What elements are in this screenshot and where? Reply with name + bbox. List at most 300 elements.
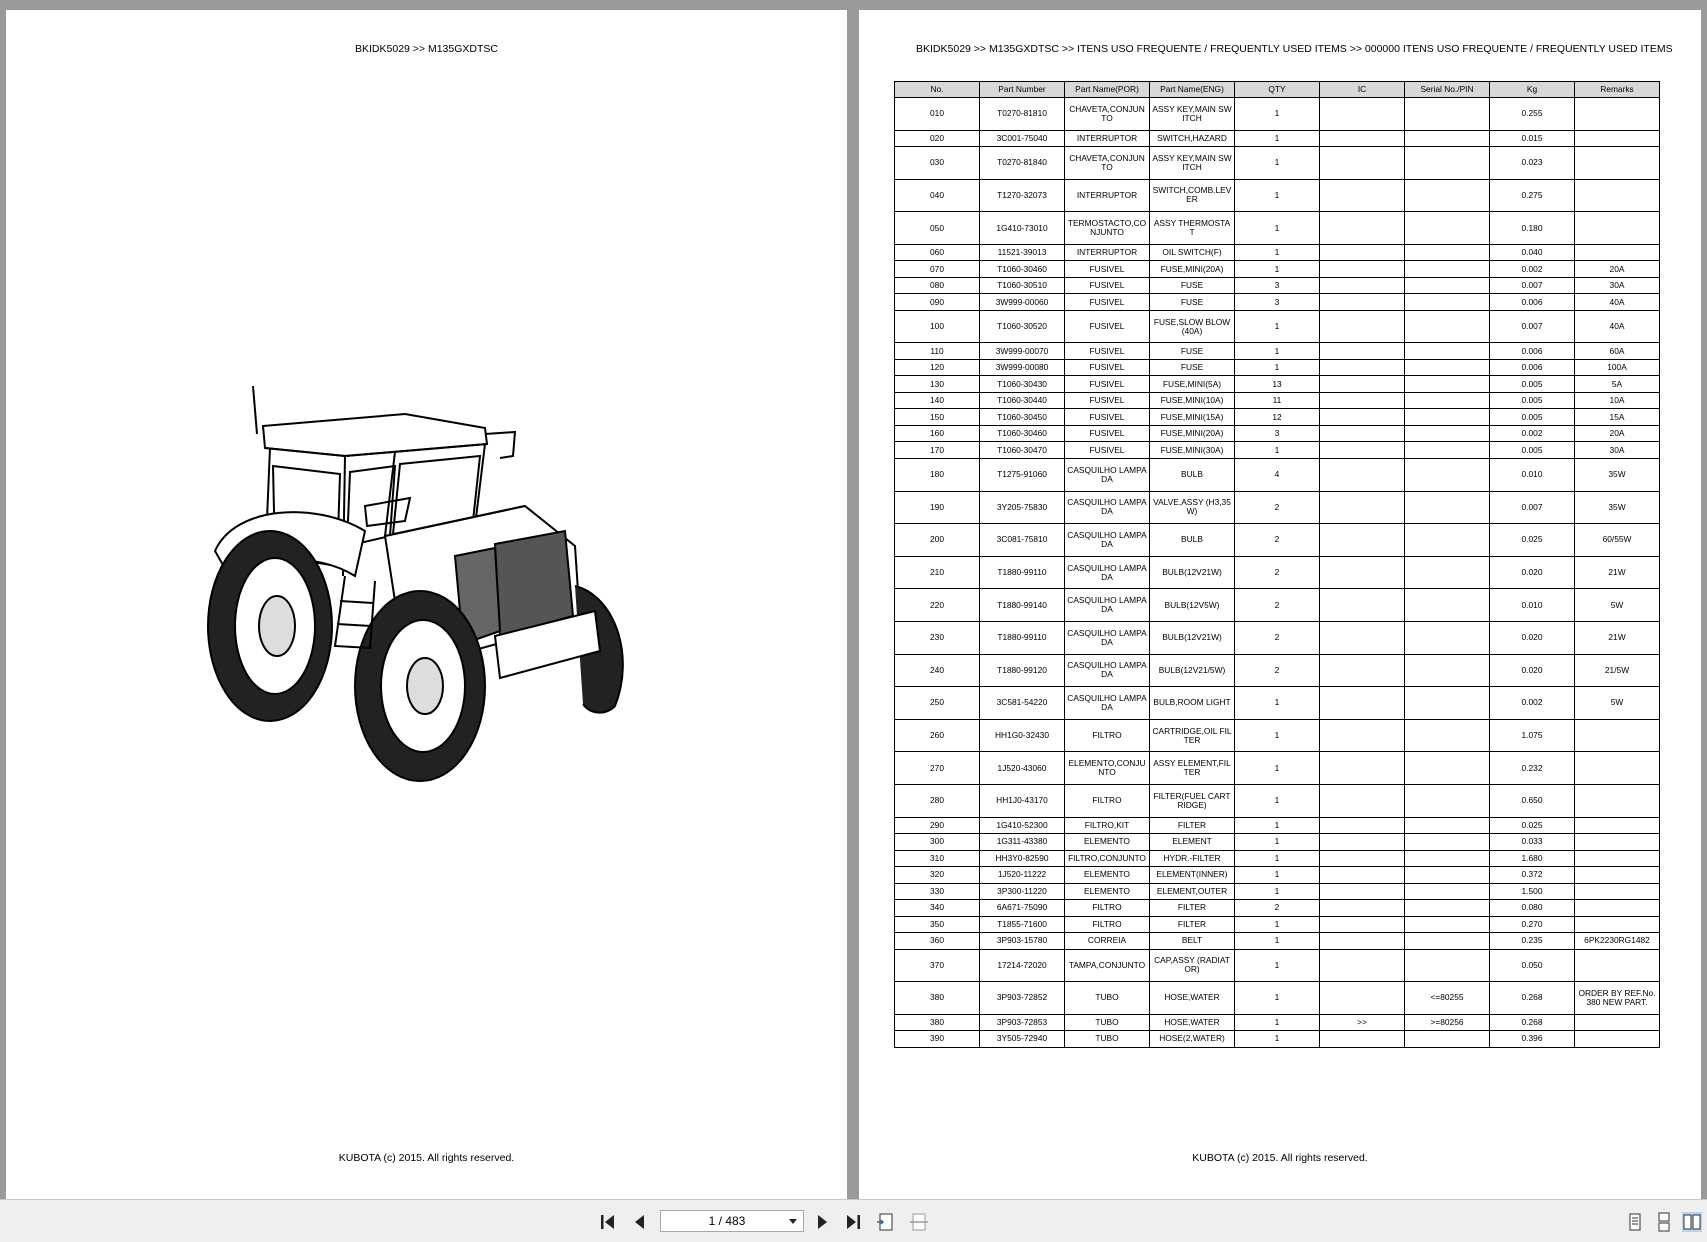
column-header: Remarks xyxy=(1575,82,1660,98)
table-cell: T1060-30440 xyxy=(980,392,1065,409)
table-cell: ASSY KEY,MAIN SWITCH xyxy=(1150,98,1235,131)
table-cell: 3P300-11220 xyxy=(980,883,1065,900)
table-cell: ASSY THERMOSTAT xyxy=(1150,212,1235,245)
table-cell: T1060-30520 xyxy=(980,310,1065,343)
table-cell: 1 xyxy=(1235,1031,1320,1048)
table-cell: 0.268 xyxy=(1490,1014,1575,1031)
table-cell: 370 xyxy=(895,949,980,982)
table-row xyxy=(895,310,1660,343)
table-cell: 3W999-00080 xyxy=(980,359,1065,376)
table-cell: 0.025 xyxy=(1490,817,1575,834)
table-cell: T1880-99140 xyxy=(980,589,1065,622)
table-cell: 0.033 xyxy=(1490,834,1575,851)
table-cell: 0.232 xyxy=(1490,752,1575,785)
table-cell: HYDR.-FILTER xyxy=(1150,850,1235,867)
table-cell: 0.396 xyxy=(1490,1031,1575,1048)
table-cell: 040 xyxy=(895,179,980,212)
table-cell: ELEMENT,OUTER xyxy=(1150,883,1235,900)
column-header: Part Number xyxy=(980,82,1065,98)
table-row xyxy=(895,654,1660,687)
table-cell xyxy=(1405,916,1490,933)
table-row xyxy=(895,589,1660,622)
table-cell: 1.680 xyxy=(1490,850,1575,867)
table-cell: 1 xyxy=(1235,130,1320,147)
two-page-view-icon[interactable] xyxy=(1682,1212,1702,1232)
table-cell xyxy=(1320,343,1405,360)
table-cell: 40A xyxy=(1575,294,1660,311)
table-cell: 2 xyxy=(1235,589,1320,622)
table-cell: ELEMENTO xyxy=(1065,883,1150,900)
table-cell: 2 xyxy=(1235,491,1320,524)
table-cell: 270 xyxy=(895,752,980,785)
table-cell xyxy=(1320,784,1405,817)
table-cell: 280 xyxy=(895,784,980,817)
table-cell: 140 xyxy=(895,392,980,409)
table-cell xyxy=(1320,850,1405,867)
table-cell: 3P903-72853 xyxy=(980,1014,1065,1031)
table-cell: 17214-72020 xyxy=(980,949,1065,982)
table-cell: T0270-81810 xyxy=(980,98,1065,131)
table-cell: 3P903-72852 xyxy=(980,982,1065,1015)
table-cell: 3Y205-75830 xyxy=(980,491,1065,524)
table-cell xyxy=(1320,883,1405,900)
table-row xyxy=(895,900,1660,917)
table-cell xyxy=(1320,949,1405,982)
parts-table xyxy=(894,81,1660,1048)
table-cell: 0.235 xyxy=(1490,933,1575,950)
table-cell xyxy=(1405,556,1490,589)
table-cell: 100A xyxy=(1575,359,1660,376)
table-cell: 0.006 xyxy=(1490,359,1575,376)
page-number-input[interactable] xyxy=(661,1211,783,1231)
column-header: Part Name(POR) xyxy=(1065,82,1150,98)
table-cell: FUSIVEL xyxy=(1065,343,1150,360)
table-row xyxy=(895,179,1660,212)
table-cell: FUSE,MINI(15A) xyxy=(1150,409,1235,426)
table-cell: CHAVETA,CONJUNTO xyxy=(1065,147,1150,180)
table-cell: 070 xyxy=(895,261,980,278)
table-cell: FUSE,MINI(20A) xyxy=(1150,425,1235,442)
table-cell: 230 xyxy=(895,621,980,654)
previous-page-icon[interactable] xyxy=(630,1212,650,1232)
table-row xyxy=(895,752,1660,785)
table-cell: TERMOSTACTO,CONJUNTO xyxy=(1065,212,1150,245)
table-cell xyxy=(1405,442,1490,459)
table-cell xyxy=(1575,1031,1660,1048)
table-cell: 13 xyxy=(1235,376,1320,393)
table-cell: 30A xyxy=(1575,442,1660,459)
table-cell xyxy=(1320,359,1405,376)
table-cell xyxy=(1575,916,1660,933)
fit-width-icon[interactable] xyxy=(909,1212,929,1232)
table-cell xyxy=(1320,409,1405,426)
table-cell: HH1J0-43170 xyxy=(980,784,1065,817)
table-cell xyxy=(1320,867,1405,884)
table-cell xyxy=(1320,376,1405,393)
column-header: QTY xyxy=(1235,82,1320,98)
table-cell: CASQUILHO LAMPADA xyxy=(1065,524,1150,557)
table-cell: FUSIVEL xyxy=(1065,359,1150,376)
table-cell: 20A xyxy=(1575,425,1660,442)
table-cell xyxy=(1405,261,1490,278)
table-cell xyxy=(1320,817,1405,834)
table-cell: BULB xyxy=(1150,458,1235,491)
table-cell: 0.015 xyxy=(1490,130,1575,147)
table-cell: 1 xyxy=(1235,949,1320,982)
table-row xyxy=(895,491,1660,524)
fit-page-icon[interactable] xyxy=(876,1212,896,1232)
table-cell: 0.180 xyxy=(1490,212,1575,245)
table-row xyxy=(895,949,1660,982)
table-cell: 0.080 xyxy=(1490,900,1575,917)
table-cell: 180 xyxy=(895,458,980,491)
table-cell: 3 xyxy=(1235,425,1320,442)
table-cell xyxy=(1320,589,1405,622)
table-cell xyxy=(1320,834,1405,851)
table-cell: T1270-32073 xyxy=(980,179,1065,212)
table-cell: FUSIVEL xyxy=(1065,409,1150,426)
table-cell xyxy=(1405,867,1490,884)
table-cell: 260 xyxy=(895,719,980,752)
table-cell: 130 xyxy=(895,376,980,393)
table-cell: FUSIVEL xyxy=(1065,310,1150,343)
table-cell: CASQUILHO LAMPADA xyxy=(1065,458,1150,491)
table-cell: 1 xyxy=(1235,719,1320,752)
table-cell xyxy=(1320,719,1405,752)
table-cell: FILTRO xyxy=(1065,719,1150,752)
table-cell: 3 xyxy=(1235,294,1320,311)
table-cell: 10A xyxy=(1575,392,1660,409)
table-cell xyxy=(1575,949,1660,982)
table-cell: 1 xyxy=(1235,310,1320,343)
table-cell: 160 xyxy=(895,425,980,442)
left-page-footer: KUBOTA (c) 2015. All rights reserved. xyxy=(338,1152,515,1164)
table-cell: T1060-30470 xyxy=(980,442,1065,459)
table-cell xyxy=(1575,179,1660,212)
table-cell: 1 xyxy=(1235,817,1320,834)
table-cell: 390 xyxy=(895,1031,980,1048)
table-cell: T1880-99110 xyxy=(980,621,1065,654)
table-cell: HH1G0-32430 xyxy=(980,719,1065,752)
table-cell: ELEMENT xyxy=(1150,834,1235,851)
table-cell xyxy=(1575,752,1660,785)
table-row xyxy=(895,850,1660,867)
table-cell xyxy=(1405,458,1490,491)
table-cell xyxy=(1575,719,1660,752)
table-cell xyxy=(1405,687,1490,720)
table-cell: T1060-30460 xyxy=(980,261,1065,278)
table-cell: 1 xyxy=(1235,179,1320,212)
table-cell: 21W xyxy=(1575,621,1660,654)
table-row xyxy=(895,147,1660,180)
table-cell: 21W xyxy=(1575,556,1660,589)
table-row xyxy=(895,834,1660,851)
table-cell xyxy=(1575,130,1660,147)
table-cell: 0.007 xyxy=(1490,491,1575,524)
table-cell: 6A671-75090 xyxy=(980,900,1065,917)
table-cell xyxy=(1575,784,1660,817)
column-header: IC xyxy=(1320,82,1405,98)
table-cell: 290 xyxy=(895,817,980,834)
table-cell: 15A xyxy=(1575,409,1660,426)
table-cell xyxy=(1320,310,1405,343)
table-cell xyxy=(1405,933,1490,950)
table-cell: 0.007 xyxy=(1490,310,1575,343)
table-cell: 030 xyxy=(895,147,980,180)
table-cell: BULB(12V5W) xyxy=(1150,589,1235,622)
table-cell: 12 xyxy=(1235,409,1320,426)
table-cell: 2 xyxy=(1235,524,1320,557)
table-cell xyxy=(1405,392,1490,409)
table-cell xyxy=(1320,524,1405,557)
table-cell: 3C001-75040 xyxy=(980,130,1065,147)
table-cell: 1 xyxy=(1235,98,1320,131)
table-cell: FUSIVEL xyxy=(1065,294,1150,311)
table-cell: 240 xyxy=(895,654,980,687)
table-cell: ELEMENTO xyxy=(1065,834,1150,851)
table-cell: 1 xyxy=(1235,442,1320,459)
table-cell: 0.005 xyxy=(1490,376,1575,393)
table-row xyxy=(895,933,1660,950)
single-page-view-icon[interactable] xyxy=(1625,1212,1645,1232)
table-cell xyxy=(1405,491,1490,524)
table-row xyxy=(895,409,1660,426)
table-cell: 0.025 xyxy=(1490,524,1575,557)
table-cell: 0.002 xyxy=(1490,261,1575,278)
table-cell: 0.005 xyxy=(1490,409,1575,426)
table-cell xyxy=(1575,834,1660,851)
table-cell: FUSIVEL xyxy=(1065,442,1150,459)
table-cell xyxy=(1320,392,1405,409)
table-cell xyxy=(1320,442,1405,459)
table-cell: T0270-81840 xyxy=(980,147,1065,180)
table-cell: 3W999-00060 xyxy=(980,294,1065,311)
table-row xyxy=(895,261,1660,278)
table-cell: 6PK2230RG1482 xyxy=(1575,933,1660,950)
table-cell: FILTRO xyxy=(1065,900,1150,917)
table-cell xyxy=(1405,752,1490,785)
table-row xyxy=(895,784,1660,817)
table-cell: 0.023 xyxy=(1490,147,1575,180)
table-cell: 0.005 xyxy=(1490,442,1575,459)
table-cell: ASSY KEY,MAIN SWITCH xyxy=(1150,147,1235,180)
table-cell: 0.050 xyxy=(1490,949,1575,982)
table-cell: FUSIVEL xyxy=(1065,261,1150,278)
table-cell xyxy=(1320,98,1405,131)
table-cell: FILTRO xyxy=(1065,916,1150,933)
table-cell xyxy=(1320,687,1405,720)
table-cell xyxy=(1405,719,1490,752)
table-cell: 080 xyxy=(895,277,980,294)
table-cell xyxy=(1575,244,1660,261)
table-cell xyxy=(1405,784,1490,817)
table-cell xyxy=(1320,244,1405,261)
table-cell: 300 xyxy=(895,834,980,851)
table-cell: 5A xyxy=(1575,376,1660,393)
table-cell: FUSE,MINI(10A) xyxy=(1150,392,1235,409)
table-cell: ELEMENTO,CONJUNTO xyxy=(1065,752,1150,785)
table-cell: 170 xyxy=(895,442,980,459)
table-cell: 060 xyxy=(895,244,980,261)
table-row xyxy=(895,1014,1660,1031)
table-cell: 0.275 xyxy=(1490,179,1575,212)
page-number-field[interactable] xyxy=(660,1210,804,1232)
table-cell: T1060-30450 xyxy=(980,409,1065,426)
table-row xyxy=(895,212,1660,245)
table-cell xyxy=(1320,916,1405,933)
table-cell xyxy=(1405,850,1490,867)
table-cell: 2 xyxy=(1235,900,1320,917)
table-cell xyxy=(1320,261,1405,278)
table-cell xyxy=(1320,900,1405,917)
table-cell: 1 xyxy=(1235,834,1320,851)
table-cell: TAMPA,CONJUNTO xyxy=(1065,949,1150,982)
table-row xyxy=(895,916,1660,933)
table-cell: ASSY ELEMENT,FILTER xyxy=(1150,752,1235,785)
table-cell xyxy=(1575,867,1660,884)
table-cell xyxy=(1320,212,1405,245)
table-cell xyxy=(1320,621,1405,654)
table-row xyxy=(895,867,1660,884)
table-cell: 320 xyxy=(895,867,980,884)
table-cell: FUSIVEL xyxy=(1065,277,1150,294)
table-cell: CASQUILHO LAMPADA xyxy=(1065,687,1150,720)
table-cell: FUSIVEL xyxy=(1065,376,1150,393)
table-cell: CHAVETA,CONJUNTO xyxy=(1065,98,1150,131)
table-cell: SWITCH,COMB.LEVER xyxy=(1150,179,1235,212)
table-cell: >> xyxy=(1320,1014,1405,1031)
table-row xyxy=(895,98,1660,131)
column-header: No. xyxy=(895,82,980,98)
table-cell xyxy=(1320,752,1405,785)
table-row xyxy=(895,556,1660,589)
table-cell: 2 xyxy=(1235,621,1320,654)
table-cell: FUSE xyxy=(1150,294,1235,311)
table-cell: 1 xyxy=(1235,244,1320,261)
table-cell: 210 xyxy=(895,556,980,589)
table-cell: 1J520-43060 xyxy=(980,752,1065,785)
table-cell xyxy=(1405,212,1490,245)
table-cell: 010 xyxy=(895,98,980,131)
table-cell: FILTRO xyxy=(1065,784,1150,817)
table-cell: 100 xyxy=(895,310,980,343)
table-cell: 220 xyxy=(895,589,980,622)
breadcrumb: BKIDK5029 >> M135GXDTSC >> ITENS USO FREQUENTE / FREQUENTLY USED ITEMS >> 000000 ITENS USO FREQUENTE / FREQUENTLY USED ITEMS xyxy=(916,43,1673,55)
table-cell xyxy=(1320,556,1405,589)
table-cell: 1 xyxy=(1235,916,1320,933)
table-cell xyxy=(1320,491,1405,524)
table-cell xyxy=(1405,244,1490,261)
table-cell xyxy=(1575,98,1660,131)
table-cell xyxy=(1575,817,1660,834)
viewer-toolbar xyxy=(0,1199,1707,1242)
table-cell: BULB,ROOM LIGHT xyxy=(1150,687,1235,720)
table-row xyxy=(895,359,1660,376)
table-cell: FUSE,MINI(20A) xyxy=(1150,261,1235,278)
table-row xyxy=(895,376,1660,393)
table-cell: INTERRUPTOR xyxy=(1065,130,1150,147)
table-cell: TUBO xyxy=(1065,982,1150,1015)
table-cell: 1 xyxy=(1235,359,1320,376)
table-cell: FILTER(FUEL CARTRIDGE) xyxy=(1150,784,1235,817)
chevron-down-icon[interactable] xyxy=(787,1215,799,1227)
table-cell: 5W xyxy=(1575,589,1660,622)
table-cell: CORREIA xyxy=(1065,933,1150,950)
table-cell: 360 xyxy=(895,933,980,950)
table-cell: 200 xyxy=(895,524,980,557)
table-cell xyxy=(1405,409,1490,426)
table-cell: INTERRUPTOR xyxy=(1065,244,1150,261)
first-page-icon[interactable] xyxy=(598,1212,618,1232)
table-cell: HOSE,WATER xyxy=(1150,982,1235,1015)
table-cell: T1880-99120 xyxy=(980,654,1065,687)
table-cell: 3P903-15780 xyxy=(980,933,1065,950)
table-cell: T1060-30430 xyxy=(980,376,1065,393)
table-cell: 1G311-43380 xyxy=(980,834,1065,851)
table-cell: HH3Y0-82590 xyxy=(980,850,1065,867)
table-row xyxy=(895,883,1660,900)
table-cell: 0.255 xyxy=(1490,98,1575,131)
table-cell xyxy=(1320,277,1405,294)
table-cell: 0.006 xyxy=(1490,343,1575,360)
next-page-icon[interactable] xyxy=(812,1212,832,1232)
table-header-row xyxy=(895,82,1660,98)
table-cell: 1G410-52300 xyxy=(980,817,1065,834)
table-cell xyxy=(1320,130,1405,147)
table-cell: 2 xyxy=(1235,654,1320,687)
column-header: Kg xyxy=(1490,82,1575,98)
table-cell: TUBO xyxy=(1065,1014,1150,1031)
table-cell: 3C081-75810 xyxy=(980,524,1065,557)
table-cell: <=80255 xyxy=(1405,982,1490,1015)
table-cell: 190 xyxy=(895,491,980,524)
table-cell: 090 xyxy=(895,294,980,311)
table-cell xyxy=(1320,933,1405,950)
table-cell: 1 xyxy=(1235,883,1320,900)
table-cell: 020 xyxy=(895,130,980,147)
table-cell: 330 xyxy=(895,883,980,900)
table-cell: FUSIVEL xyxy=(1065,392,1150,409)
table-cell: 35W xyxy=(1575,458,1660,491)
table-cell xyxy=(1405,524,1490,557)
table-cell: BULB(12V21W) xyxy=(1150,621,1235,654)
table-cell xyxy=(1405,425,1490,442)
table-cell: 1J520-11222 xyxy=(980,867,1065,884)
table-cell xyxy=(1320,654,1405,687)
table-cell: 1G410-73010 xyxy=(980,212,1065,245)
table-cell: 1 xyxy=(1235,261,1320,278)
table-cell xyxy=(1405,98,1490,131)
table-cell: 60/55W xyxy=(1575,524,1660,557)
table-cell xyxy=(1405,310,1490,343)
table-cell: 1 xyxy=(1235,784,1320,817)
table-row xyxy=(895,392,1660,409)
table-cell xyxy=(1575,900,1660,917)
table-cell: BULB(12V21W) xyxy=(1150,556,1235,589)
table-cell: 1 xyxy=(1235,212,1320,245)
table-cell: SWITCH,HAZARD xyxy=(1150,130,1235,147)
table-cell xyxy=(1405,343,1490,360)
table-cell: OIL SWITCH(F) xyxy=(1150,244,1235,261)
table-cell xyxy=(1405,179,1490,212)
table-cell: FILTER xyxy=(1150,817,1235,834)
continuous-view-icon[interactable] xyxy=(1654,1212,1674,1232)
table-cell: 0.005 xyxy=(1490,392,1575,409)
last-page-icon[interactable] xyxy=(843,1212,863,1232)
table-cell: 0.010 xyxy=(1490,589,1575,622)
table-cell: 350 xyxy=(895,916,980,933)
table-cell: 1 xyxy=(1235,1014,1320,1031)
